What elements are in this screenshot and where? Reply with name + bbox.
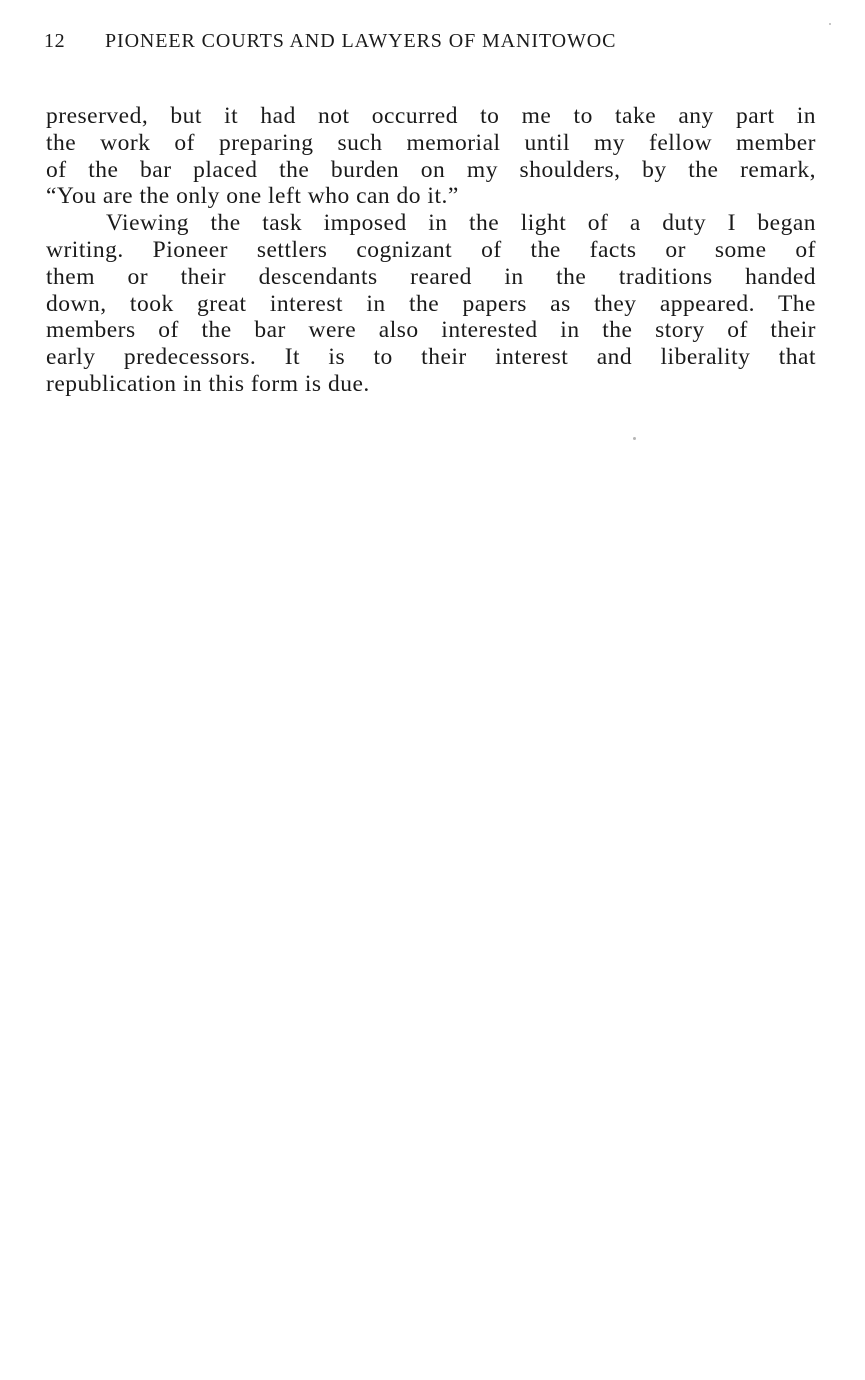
paragraph — [46, 210, 816, 398]
text-line: of the bar placed the burden on my shoulders, by the remark, — [46, 156, 816, 183]
text-line: them or their descendants reared in the traditions handed — [46, 263, 816, 290]
text-line: members of the bar were also interested in the story of their — [46, 317, 816, 344]
text-line: down, took great interest in the papers as they appeared. The — [46, 290, 816, 317]
paper-speck — [633, 437, 636, 440]
text-line: writing. Pioneer settlers cognizant of the facts or some of — [46, 236, 816, 263]
paper-speck — [829, 23, 831, 25]
text-line: republication in this form is due. — [46, 370, 370, 397]
running-head — [44, 30, 814, 60]
text-line: early predecessors. It is to their interest and liberality that — [46, 344, 816, 371]
body-text — [46, 103, 816, 398]
text-line: the work of preparing such memorial until my fellow member — [46, 129, 816, 156]
page-number: 12 — [44, 30, 66, 52]
text-line: preserved, but it had not occurred to me to take any part in — [46, 103, 816, 129]
running-title: PIONEER COURTS AND LAWYERS OF MANITOWOC — [105, 30, 617, 52]
paragraph-continued — [46, 103, 816, 210]
text-line: “You are the only one left who can do it.” — [46, 183, 459, 210]
text-line: Viewing the task imposed in the light of a duty I began — [106, 210, 816, 237]
